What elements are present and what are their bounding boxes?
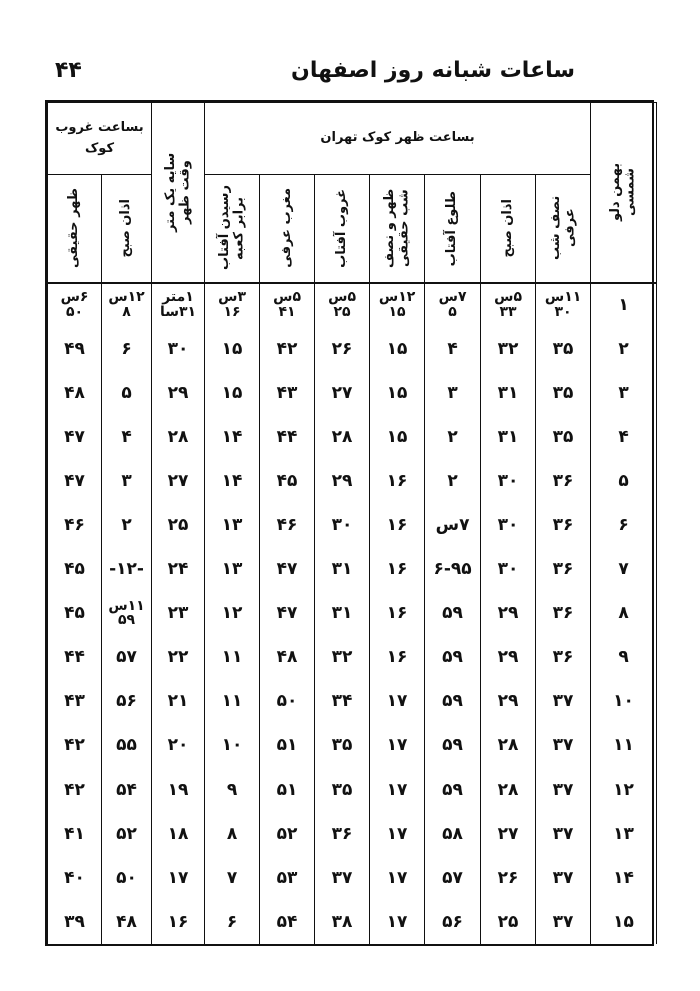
cell-sunrise: ۵۸ [425,812,481,856]
cell-day: ۷ [591,547,657,591]
cell-qibla: ۱۱ [205,679,260,723]
table-row [48,503,657,547]
cell-day: ۶ [591,503,657,547]
cell-dawn2: ۴۸ [102,900,152,944]
cell-line: ۵ [448,304,457,321]
cell-day: ۱۵ [591,900,657,944]
cell-dawn: ۲۹ [481,679,536,723]
table-row [48,723,657,767]
cell-sunrise: ۲ [425,459,481,503]
cell-sunset: ۲۹ [315,459,370,503]
cell-qibla [205,283,260,327]
cell-dawn2: ۵۵ [102,723,152,767]
table-row [48,812,657,856]
cell-shadow: ۲۷ [152,459,205,503]
cell-shadow: ۲۴ [152,547,205,591]
cell-dawn: ۳۱ [481,415,536,459]
page-title: ساعات شبانه روز اصفهان [291,58,575,83]
cell-sunrise: ۵۹ [425,635,481,679]
cell-midnight: ۳۵ [536,327,591,371]
table-row [48,371,657,415]
cell-noon2: ۴۸ [48,371,102,415]
cell-noon2: ۳۹ [48,900,102,944]
cell-midnight: ۳۷ [536,812,591,856]
col-header-dawn: اذان صبح [481,175,536,283]
cell-sunset: ۲۷ [315,371,370,415]
cell-noon2: ۴۰ [48,856,102,900]
timetable-sheet [45,100,654,946]
cell-sunset: ۳۵ [315,768,370,812]
cell-sunrise: ۵۶ [425,900,481,944]
group-header-sunset: بساعت غروب کوک [48,103,152,175]
table-row [48,283,657,327]
col-header-sunrise: طلوع آفتاب [425,175,481,283]
cell-sunrise: ۲ [425,415,481,459]
cell-midnight: ۳۶ [536,635,591,679]
cell-dawn: ۲۶ [481,856,536,900]
cell-qibla: ۸ [205,812,260,856]
cell-day: ۱۲ [591,768,657,812]
page-header [45,58,655,94]
cell-line: ۵۰ [65,304,84,321]
cell-midday: ۱۵ [370,371,425,415]
cell-qibla: ۱۴ [205,459,260,503]
cell-dawn2: ۶ [102,327,152,371]
cell-line: ۱۱س [544,289,582,306]
cell-noon2: ۴۷ [48,415,102,459]
cell-qibla: ۱۳ [205,547,260,591]
cell-qibla: ۹ [205,768,260,812]
cell-dawn: ۳۰ [481,459,536,503]
cell-maghrib: ۵۴ [260,900,315,944]
cell-midnight: ۳۶ [536,591,591,635]
col-header-day: بهمن دلو شمسی [591,103,657,283]
cell-midnight: ۳۶ [536,459,591,503]
col-header-noon2: ظهر حقیقی [48,175,102,283]
cell-dawn2: ۲ [102,503,152,547]
cell-noon2: ۴۲ [48,723,102,767]
cell-line: ۳س [218,289,246,306]
cell-sunset: ۳۷ [315,856,370,900]
col-header-midday: ظهر و نصف شب حقیقی [370,175,425,283]
cell-dawn2: ۵۰ [102,856,152,900]
cell-line: ۵س [273,289,301,306]
cell-dawn: ۳۲ [481,327,536,371]
cell-midday: ۱۷ [370,812,425,856]
cell-noon2: ۴۵ [48,547,102,591]
cell-shadow: ۱۹ [152,768,205,812]
cell-midnight: ۳۷ [536,723,591,767]
cell-line: ۴۱ [278,304,296,321]
table-row [48,547,657,591]
cell-maghrib: ۴۸ [260,635,315,679]
cell-noon2: ۴۹ [48,327,102,371]
cell-midnight: ۳۷ [536,900,591,944]
cell-sunset: ۲۸ [315,415,370,459]
cell-sunrise: ۴ [425,327,481,371]
cell-dawn2 [102,283,152,327]
col-header-qibla: رسیدن آفتاب برابر کعبه [205,175,260,283]
table-row [48,415,657,459]
cell-shadow: ۲۱ [152,679,205,723]
cell-dawn: ۲۷ [481,812,536,856]
cell-sunrise: ۵۹ [425,591,481,635]
cell-sunset: ۲۶ [315,327,370,371]
cell-maghrib [260,283,315,327]
cell-midday: ۱۷ [370,679,425,723]
cell-midday: ۱۵ [370,415,425,459]
cell-day: ۱۱ [591,723,657,767]
cell-dawn: ۲۹ [481,635,536,679]
cell-midday: ۱۶ [370,547,425,591]
prayer-times-table [47,102,657,944]
cell-dawn2: ۵۴ [102,768,152,812]
cell-line: ۱۵ [388,304,406,321]
cell-midnight: ۳۷ [536,856,591,900]
cell-day: ۳ [591,371,657,415]
col-header-dawn2: اذان صبح [102,175,152,283]
cell-day: ۸ [591,591,657,635]
cell-line: ۵س [494,289,522,306]
col-header-shadow: سایه یک متر وقت ظهر [152,103,205,283]
cell-qibla: ۶ [205,900,260,944]
table-row [48,768,657,812]
cell-shadow [152,283,205,327]
table-row [48,591,657,635]
cell-line: ۶س [60,289,89,306]
cell-line: ۵۹ [117,612,136,629]
cell-day: ۱ [591,283,657,327]
group-header-tehran: بساعت ظهر کوک تهران [205,103,591,175]
col-header-maghrib: مغرب عرفی [260,175,315,283]
cell-sunrise: ۶-۹۵ [425,547,481,591]
cell-shadow: ۱۸ [152,812,205,856]
cell-line: ۲۵ [333,304,351,321]
cell-dawn: ۲۸ [481,768,536,812]
cell-maghrib: ۴۲ [260,327,315,371]
cell-sunrise: ۵۹ [425,768,481,812]
cell-dawn: ۳۰ [481,547,536,591]
cell-line: ۱۲س [108,289,145,306]
table-row [48,459,657,503]
cell-sunset: ۳۱ [315,547,370,591]
cell-sunrise [425,283,481,327]
cell-sunset: ۳۴ [315,679,370,723]
cell-sunset: ۳۲ [315,635,370,679]
cell-dawn2: ۵۶ [102,679,152,723]
cell-dawn: ۲۹ [481,591,536,635]
table-row [48,856,657,900]
cell-shadow: ۲۵ [152,503,205,547]
cell-midnight: ۳۵ [536,415,591,459]
cell-sunset: ۳۵ [315,723,370,767]
cell-qibla: ۱۴ [205,415,260,459]
cell-qibla: ۱۵ [205,327,260,371]
cell-line: ۳۳ [499,304,517,321]
table-body [48,283,657,945]
cell-dawn2: ۴ [102,415,152,459]
cell-maghrib: ۴۵ [260,459,315,503]
cell-line: ۸ [122,304,131,321]
cell-line: ۵س [328,289,356,306]
cell-noon2: ۴۲ [48,768,102,812]
cell-sunset: ۳۱ [315,591,370,635]
cell-sunset: ۳۸ [315,900,370,944]
cell-day: ۱۴ [591,856,657,900]
cell-midday: ۱۷ [370,856,425,900]
cell-maghrib: ۵۰ [260,679,315,723]
cell-noon2: ۴۱ [48,812,102,856]
cell-midnight [536,283,591,327]
table-row [48,327,657,371]
cell-sunrise: ۵۹ [425,723,481,767]
cell-qibla: ۱۱ [205,635,260,679]
cell-noon2: ۴۷ [48,459,102,503]
cell-midday: ۱۶ [370,635,425,679]
cell-shadow: ۲۹ [152,371,205,415]
cell-noon2 [48,283,102,327]
cell-midday: ۱۷ [370,723,425,767]
cell-midnight: ۳۷ [536,768,591,812]
cell-day: ۵ [591,459,657,503]
cell-midnight: ۳۷ [536,679,591,723]
cell-maghrib: ۵۲ [260,812,315,856]
cell-midday [370,283,425,327]
table-row [48,635,657,679]
cell-shadow: ۲۳ [152,591,205,635]
cell-dawn2 [102,591,152,635]
cell-dawn2: -۱۲- [102,547,152,591]
cell-maghrib: ۵۳ [260,856,315,900]
cell-dawn2: ۵۷ [102,635,152,679]
cell-line: ۳۱سا [159,304,197,321]
cell-line: ۱۲س [378,289,416,306]
cell-maghrib: ۵۱ [260,723,315,767]
cell-day: ۲ [591,327,657,371]
cell-day: ۱۳ [591,812,657,856]
cell-noon2: ۴۴ [48,635,102,679]
cell-qibla: ۱۲ [205,591,260,635]
cell-qibla: ۷ [205,856,260,900]
cell-dawn2: ۵ [102,371,152,415]
cell-midday: ۱۷ [370,768,425,812]
cell-shadow: ۳۰ [152,327,205,371]
cell-line: ۱۶ [223,304,241,321]
cell-sunrise: ۷س [425,503,481,547]
cell-qibla: ۱۰ [205,723,260,767]
cell-maghrib: ۴۴ [260,415,315,459]
cell-qibla: ۱۳ [205,503,260,547]
cell-maghrib: ۵۱ [260,768,315,812]
cell-qibla: ۱۵ [205,371,260,415]
cell-maghrib: ۴۷ [260,591,315,635]
page-number: ۴۴ [55,58,82,83]
cell-maghrib: ۴۶ [260,503,315,547]
cell-midday: ۱۷ [370,900,425,944]
cell-sunrise: ۵۷ [425,856,481,900]
cell-midnight: ۳۶ [536,547,591,591]
cell-shadow: ۱۶ [152,900,205,944]
cell-dawn2: ۵۲ [102,812,152,856]
col-header-midnight: نصف شب عرفی [536,175,591,283]
cell-day: ۹ [591,635,657,679]
cell-dawn2: ۳ [102,459,152,503]
cell-sunset [315,283,370,327]
cell-line: ۳۰ [554,304,572,321]
col-header-sunset: غروب آفتاب [315,175,370,283]
cell-sunset: ۳۶ [315,812,370,856]
cell-dawn [481,283,536,327]
cell-day: ۱۰ [591,679,657,723]
cell-dawn: ۳۰ [481,503,536,547]
cell-shadow: ۲۸ [152,415,205,459]
cell-noon2: ۴۶ [48,503,102,547]
cell-sunrise: ۵۹ [425,679,481,723]
table-row [48,900,657,944]
cell-maghrib: ۴۷ [260,547,315,591]
cell-shadow: ۲۰ [152,723,205,767]
cell-midnight: ۳۵ [536,371,591,415]
cell-midday: ۱۶ [370,591,425,635]
cell-day: ۴ [591,415,657,459]
cell-line: ۱۱س [108,597,145,614]
cell-dawn: ۲۵ [481,900,536,944]
cell-shadow: ۱۷ [152,856,205,900]
cell-midnight: ۳۶ [536,503,591,547]
cell-midday: ۱۵ [370,327,425,371]
cell-midday: ۱۶ [370,503,425,547]
cell-line: ۱متر [162,289,194,306]
cell-dawn: ۲۸ [481,723,536,767]
cell-line: ۷س [438,289,467,306]
cell-noon2: ۴۵ [48,591,102,635]
cell-maghrib: ۴۳ [260,371,315,415]
cell-midday: ۱۶ [370,459,425,503]
table-row [48,679,657,723]
cell-sunset: ۳۰ [315,503,370,547]
cell-sunrise: ۳ [425,371,481,415]
cell-noon2: ۴۳ [48,679,102,723]
cell-shadow: ۲۲ [152,635,205,679]
cell-dawn: ۳۱ [481,371,536,415]
